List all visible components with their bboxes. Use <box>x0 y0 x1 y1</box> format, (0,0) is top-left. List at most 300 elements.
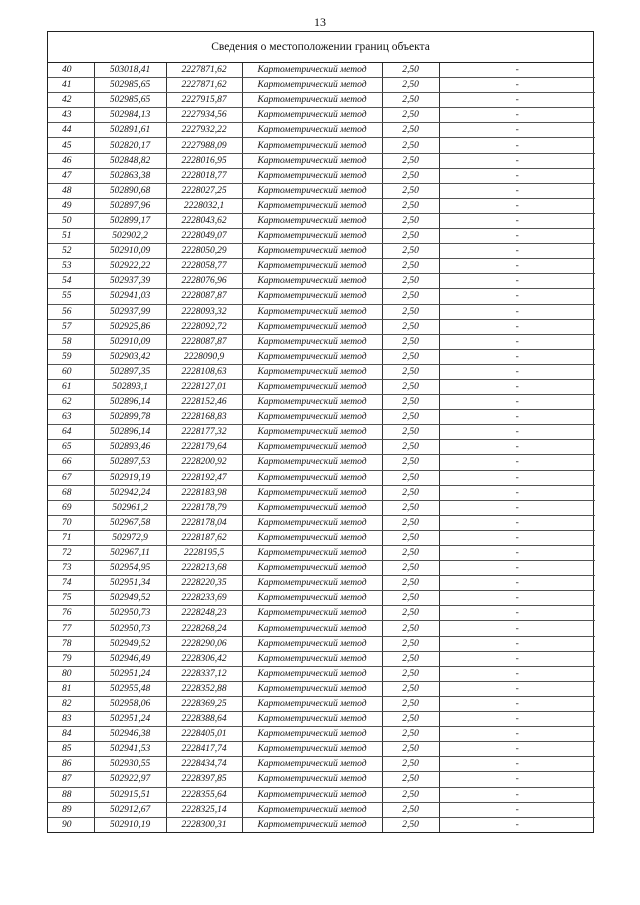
x-coordinate-cell: 502951,24 <box>94 666 166 681</box>
x-coordinate-cell: 502891,61 <box>94 123 166 138</box>
point-number-cell: 46 <box>48 153 94 168</box>
method-cell: Картометрический метод <box>242 651 382 666</box>
y-coordinate-cell: 2228127,01 <box>166 379 242 394</box>
x-coordinate-cell: 502967,11 <box>94 546 166 561</box>
table-row <box>48 500 595 515</box>
table-row <box>48 817 595 832</box>
x-coordinate-cell: 502902,2 <box>94 229 166 244</box>
table-row <box>48 168 595 183</box>
x-coordinate-cell: 502910,09 <box>94 334 166 349</box>
accuracy-cell: 2,50 <box>382 772 439 787</box>
accuracy-cell: 2,50 <box>382 274 439 289</box>
table-row <box>48 289 595 304</box>
x-coordinate-cell: 502919,19 <box>94 470 166 485</box>
method-cell: Картометрический метод <box>242 742 382 757</box>
method-cell: Картометрический метод <box>242 63 382 78</box>
x-coordinate-cell: 502937,39 <box>94 274 166 289</box>
y-coordinate-cell: 2227871,62 <box>166 78 242 93</box>
method-cell: Картометрический метод <box>242 440 382 455</box>
y-coordinate-cell: 2227934,56 <box>166 108 242 123</box>
table-row <box>48 681 595 696</box>
y-coordinate-cell: 2228027,25 <box>166 183 242 198</box>
table-row <box>48 591 595 606</box>
accuracy-cell: 2,50 <box>382 515 439 530</box>
method-cell: Картометрический метод <box>242 817 382 832</box>
description-cell: - <box>439 379 595 394</box>
method-cell: Картометрический метод <box>242 681 382 696</box>
y-coordinate-cell: 2228397,85 <box>166 772 242 787</box>
point-number-cell: 82 <box>48 696 94 711</box>
description-cell: - <box>439 485 595 500</box>
accuracy-cell: 2,50 <box>382 244 439 259</box>
method-cell: Картометрический метод <box>242 591 382 606</box>
x-coordinate-cell: 502972,9 <box>94 530 166 545</box>
method-cell: Картометрический метод <box>242 666 382 681</box>
x-coordinate-cell: 502910,19 <box>94 817 166 832</box>
x-coordinate-cell: 502985,65 <box>94 78 166 93</box>
description-cell: - <box>439 696 595 711</box>
description-cell: - <box>439 274 595 289</box>
description-cell: - <box>439 591 595 606</box>
y-coordinate-cell: 2228177,32 <box>166 425 242 440</box>
point-number-cell: 83 <box>48 712 94 727</box>
method-cell: Картометрический метод <box>242 787 382 802</box>
accuracy-cell: 2,50 <box>382 198 439 213</box>
point-number-cell: 42 <box>48 93 94 108</box>
x-coordinate-cell: 502922,97 <box>94 772 166 787</box>
accuracy-cell: 2,50 <box>382 425 439 440</box>
y-coordinate-cell: 2228187,62 <box>166 530 242 545</box>
x-coordinate-cell: 502893,1 <box>94 379 166 394</box>
y-coordinate-cell: 2227932,22 <box>166 123 242 138</box>
point-number-cell: 50 <box>48 213 94 228</box>
accuracy-cell: 2,50 <box>382 395 439 410</box>
table-row <box>48 244 595 259</box>
description-cell: - <box>439 183 595 198</box>
x-coordinate-cell: 502941,53 <box>94 742 166 757</box>
point-number-cell: 64 <box>48 425 94 440</box>
description-cell: - <box>439 636 595 651</box>
point-number-cell: 55 <box>48 289 94 304</box>
accuracy-cell: 2,50 <box>382 93 439 108</box>
accuracy-cell: 2,50 <box>382 364 439 379</box>
x-coordinate-cell: 502937,99 <box>94 304 166 319</box>
y-coordinate-cell: 2228248,23 <box>166 606 242 621</box>
x-coordinate-cell: 502950,73 <box>94 621 166 636</box>
method-cell: Картометрический метод <box>242 364 382 379</box>
y-coordinate-cell: 2228355,64 <box>166 787 242 802</box>
accuracy-cell: 2,50 <box>382 168 439 183</box>
table-row <box>48 198 595 213</box>
x-coordinate-cell: 502896,14 <box>94 425 166 440</box>
method-cell: Картометрический метод <box>242 712 382 727</box>
description-cell: - <box>439 349 595 364</box>
point-number-cell: 70 <box>48 515 94 530</box>
method-cell: Картометрический метод <box>242 349 382 364</box>
method-cell: Картометрический метод <box>242 289 382 304</box>
x-coordinate-cell: 502925,86 <box>94 319 166 334</box>
accuracy-cell: 2,50 <box>382 666 439 681</box>
accuracy-cell: 2,50 <box>382 289 439 304</box>
x-coordinate-cell: 502941,03 <box>94 289 166 304</box>
x-coordinate-cell: 502958,06 <box>94 696 166 711</box>
accuracy-cell: 2,50 <box>382 681 439 696</box>
point-number-cell: 58 <box>48 334 94 349</box>
accuracy-cell: 2,50 <box>382 63 439 78</box>
method-cell: Картометрический метод <box>242 153 382 168</box>
accuracy-cell: 2,50 <box>382 379 439 394</box>
description-cell: - <box>439 425 595 440</box>
description-cell: - <box>439 787 595 802</box>
point-number-cell: 90 <box>48 817 94 832</box>
table-row <box>48 425 595 440</box>
accuracy-cell: 2,50 <box>382 500 439 515</box>
point-number-cell: 74 <box>48 576 94 591</box>
description-cell: - <box>439 666 595 681</box>
y-coordinate-cell: 2228405,01 <box>166 727 242 742</box>
description-cell: - <box>439 63 595 78</box>
point-number-cell: 66 <box>48 455 94 470</box>
table-row <box>48 757 595 772</box>
table-row <box>48 727 595 742</box>
description-cell: - <box>439 546 595 561</box>
table-row <box>48 606 595 621</box>
x-coordinate-cell: 502961,2 <box>94 500 166 515</box>
point-number-cell: 52 <box>48 244 94 259</box>
description-cell: - <box>439 364 595 379</box>
table-row <box>48 636 595 651</box>
point-number-cell: 56 <box>48 304 94 319</box>
description-cell: - <box>439 440 595 455</box>
accuracy-cell: 2,50 <box>382 78 439 93</box>
accuracy-cell: 2,50 <box>382 696 439 711</box>
point-number-cell: 76 <box>48 606 94 621</box>
y-coordinate-cell: 2228337,12 <box>166 666 242 681</box>
y-coordinate-cell: 2228233,69 <box>166 591 242 606</box>
method-cell: Картометрический метод <box>242 78 382 93</box>
x-coordinate-cell: 502930,55 <box>94 757 166 772</box>
y-coordinate-cell: 2227871,62 <box>166 63 242 78</box>
table-row <box>48 334 595 349</box>
description-cell: - <box>439 123 595 138</box>
y-coordinate-cell: 2228213,68 <box>166 561 242 576</box>
accuracy-cell: 2,50 <box>382 229 439 244</box>
method-cell: Картометрический метод <box>242 455 382 470</box>
table-row <box>48 651 595 666</box>
y-coordinate-cell: 2228417,74 <box>166 742 242 757</box>
accuracy-cell: 2,50 <box>382 712 439 727</box>
table-row <box>48 455 595 470</box>
description-cell: - <box>439 470 595 485</box>
table-row <box>48 515 595 530</box>
description-cell: - <box>439 168 595 183</box>
x-coordinate-cell: 502897,35 <box>94 364 166 379</box>
accuracy-cell: 2,50 <box>382 802 439 817</box>
table-row <box>48 530 595 545</box>
table-row <box>48 78 595 93</box>
accuracy-cell: 2,50 <box>382 470 439 485</box>
accuracy-cell: 2,50 <box>382 757 439 772</box>
x-coordinate-cell: 502897,53 <box>94 455 166 470</box>
point-number-cell: 73 <box>48 561 94 576</box>
table-row <box>48 274 595 289</box>
method-cell: Картометрический метод <box>242 213 382 228</box>
x-coordinate-cell: 502903,42 <box>94 349 166 364</box>
accuracy-cell: 2,50 <box>382 153 439 168</box>
description-cell: - <box>439 651 595 666</box>
method-cell: Картометрический метод <box>242 410 382 425</box>
method-cell: Картометрический метод <box>242 93 382 108</box>
table-row <box>48 395 595 410</box>
method-cell: Картометрический метод <box>242 727 382 742</box>
method-cell: Картометрический метод <box>242 696 382 711</box>
table-row <box>48 410 595 425</box>
point-number-cell: 88 <box>48 787 94 802</box>
method-cell: Картометрический метод <box>242 274 382 289</box>
x-coordinate-cell: 502893,46 <box>94 440 166 455</box>
description-cell: - <box>439 395 595 410</box>
table-row <box>48 787 595 802</box>
x-coordinate-cell: 502950,73 <box>94 606 166 621</box>
description-cell: - <box>439 198 595 213</box>
table-row <box>48 712 595 727</box>
point-number-cell: 89 <box>48 802 94 817</box>
y-coordinate-cell: 2228058,77 <box>166 259 242 274</box>
method-cell: Картометрический метод <box>242 621 382 636</box>
x-coordinate-cell: 502912,67 <box>94 802 166 817</box>
method-cell: Картометрический метод <box>242 606 382 621</box>
y-coordinate-cell: 2228092,72 <box>166 319 242 334</box>
x-coordinate-cell: 502863,38 <box>94 168 166 183</box>
accuracy-cell: 2,50 <box>382 530 439 545</box>
method-cell: Картометрический метод <box>242 319 382 334</box>
point-number-cell: 62 <box>48 395 94 410</box>
x-coordinate-cell: 502951,24 <box>94 712 166 727</box>
x-coordinate-cell: 502897,96 <box>94 198 166 213</box>
accuracy-cell: 2,50 <box>382 727 439 742</box>
y-coordinate-cell: 2228076,96 <box>166 274 242 289</box>
accuracy-cell: 2,50 <box>382 123 439 138</box>
point-number-cell: 61 <box>48 379 94 394</box>
method-cell: Картометрический метод <box>242 379 382 394</box>
accuracy-cell: 2,50 <box>382 591 439 606</box>
table-row <box>48 183 595 198</box>
table-row <box>48 546 595 561</box>
method-cell: Картометрический метод <box>242 757 382 772</box>
x-coordinate-cell: 502946,38 <box>94 727 166 742</box>
point-number-cell: 87 <box>48 772 94 787</box>
table-row <box>48 364 595 379</box>
description-cell: - <box>439 455 595 470</box>
description-cell: - <box>515 819 519 830</box>
method-cell: Картометрический метод <box>242 636 382 651</box>
method-cell: Картометрический метод <box>242 500 382 515</box>
description-cell: - <box>439 108 595 123</box>
table-row <box>48 304 595 319</box>
table-row <box>48 470 595 485</box>
accuracy-cell: 2,50 <box>382 546 439 561</box>
y-coordinate-cell: 2228290,06 <box>166 636 242 651</box>
y-coordinate-cell: 2228268,24 <box>166 621 242 636</box>
y-coordinate-cell: 2228325,14 <box>166 802 242 817</box>
y-coordinate-cell: 2228152,46 <box>166 395 242 410</box>
method-cell: Картометрический метод <box>242 530 382 545</box>
coordinates-table-body <box>48 63 595 832</box>
point-number-cell: 86 <box>48 757 94 772</box>
description-cell: - <box>439 757 595 772</box>
method-cell: Картометрический метод <box>242 259 382 274</box>
point-number-cell: 63 <box>48 410 94 425</box>
x-coordinate-cell: 502984,13 <box>94 108 166 123</box>
accuracy-cell: 2,50 <box>382 606 439 621</box>
table-row <box>48 259 595 274</box>
x-coordinate-cell: 502967,58 <box>94 515 166 530</box>
description-cell: - <box>439 334 595 349</box>
method-cell: Картометрический метод <box>242 576 382 591</box>
x-coordinate-cell: 502899,78 <box>94 410 166 425</box>
method-cell: Картометрический метод <box>242 244 382 259</box>
point-number-cell: 40 <box>48 63 94 78</box>
point-number-cell: 75 <box>48 591 94 606</box>
x-coordinate-cell: 502954,95 <box>94 561 166 576</box>
method-cell: Картометрический метод <box>242 802 382 817</box>
x-coordinate-cell: 503018,41 <box>94 63 166 78</box>
point-number-cell: 85 <box>48 742 94 757</box>
x-coordinate-cell: 502896,14 <box>94 395 166 410</box>
x-coordinate-cell: 502922,22 <box>94 259 166 274</box>
x-coordinate-cell: 502915,51 <box>94 787 166 802</box>
x-coordinate-cell: 502820,17 <box>94 138 166 153</box>
point-number-cell: 53 <box>48 259 94 274</box>
y-coordinate-cell: 2228049,07 <box>166 229 242 244</box>
method-cell: Картометрический метод <box>242 561 382 576</box>
point-number-cell: 45 <box>48 138 94 153</box>
x-coordinate-cell: 502949,52 <box>94 591 166 606</box>
accuracy-cell: 2,50 <box>382 651 439 666</box>
point-number-cell: 77 <box>48 621 94 636</box>
description-cell: - <box>439 304 595 319</box>
point-number-cell: 79 <box>48 651 94 666</box>
description-cell: - <box>439 727 595 742</box>
table-row <box>48 229 595 244</box>
y-coordinate-cell: 2228300,31 <box>166 817 242 832</box>
method-cell: Картометрический метод <box>242 138 382 153</box>
description-cell: - <box>439 606 595 621</box>
accuracy-cell: 2,50 <box>382 561 439 576</box>
point-number-cell: 78 <box>48 636 94 651</box>
point-number-cell: 54 <box>48 274 94 289</box>
method-cell: Картометрический метод <box>242 485 382 500</box>
accuracy-cell: 2,50 <box>382 440 439 455</box>
method-cell: Картометрический метод <box>242 334 382 349</box>
description-cell: - <box>439 244 595 259</box>
description-cell: - <box>439 78 595 93</box>
point-number-cell: 60 <box>48 364 94 379</box>
accuracy-cell: 2,50 <box>382 787 439 802</box>
table-row <box>48 561 595 576</box>
x-coordinate-cell: 502985,65 <box>94 93 166 108</box>
y-coordinate-cell: 2228087,87 <box>166 334 242 349</box>
y-coordinate-cell: 2228220,35 <box>166 576 242 591</box>
x-coordinate-cell: 502955,48 <box>94 681 166 696</box>
x-coordinate-cell: 502951,34 <box>94 576 166 591</box>
accuracy-cell: 2,50 <box>382 576 439 591</box>
description-cell: - <box>439 576 595 591</box>
description-cell: - <box>439 93 595 108</box>
method-cell: Картометрический метод <box>242 168 382 183</box>
x-coordinate-cell: 502942,24 <box>94 485 166 500</box>
accuracy-cell: 2,50 <box>382 334 439 349</box>
x-coordinate-cell: 502946,49 <box>94 651 166 666</box>
accuracy-cell: 2,50 <box>382 108 439 123</box>
x-coordinate-cell: 502890,68 <box>94 183 166 198</box>
description-cell: - <box>439 289 595 304</box>
y-coordinate-cell: 2228090,9 <box>166 349 242 364</box>
method-cell: Картометрический метод <box>242 546 382 561</box>
point-number-cell: 48 <box>48 183 94 198</box>
method-cell: Картометрический метод <box>242 123 382 138</box>
x-coordinate-cell: 502910,09 <box>94 244 166 259</box>
point-number-cell: 57 <box>48 319 94 334</box>
x-coordinate-cell: 502899,17 <box>94 213 166 228</box>
y-coordinate-cell: 2228178,79 <box>166 500 242 515</box>
accuracy-cell: 2,50 <box>382 636 439 651</box>
description-cell: - <box>439 681 595 696</box>
table-row <box>48 576 595 591</box>
table-row <box>48 63 595 78</box>
point-number-cell: 41 <box>48 78 94 93</box>
description-cell: - <box>439 153 595 168</box>
table-row <box>48 349 595 364</box>
accuracy-cell: 2,50 <box>382 742 439 757</box>
method-cell: Картометрический метод <box>242 108 382 123</box>
accuracy-cell: 2,50 <box>382 817 439 832</box>
point-number-cell: 81 <box>48 681 94 696</box>
table-row <box>48 153 595 168</box>
y-coordinate-cell: 2228016,95 <box>166 153 242 168</box>
description-cell: - <box>439 802 595 817</box>
description-cell: - <box>439 621 595 636</box>
description-cell: - <box>439 500 595 515</box>
table-row <box>48 742 595 757</box>
table-row <box>48 93 595 108</box>
x-coordinate-cell: 502949,52 <box>94 636 166 651</box>
y-coordinate-cell: 2227915,87 <box>166 93 242 108</box>
accuracy-cell: 2,50 <box>382 183 439 198</box>
y-coordinate-cell: 2228200,92 <box>166 455 242 470</box>
description-cell: - <box>439 515 595 530</box>
y-coordinate-cell: 2228352,88 <box>166 681 242 696</box>
table-row <box>48 772 595 787</box>
y-coordinate-cell: 2228032,1 <box>166 198 242 213</box>
y-coordinate-cell: 2228388,64 <box>166 712 242 727</box>
accuracy-cell: 2,50 <box>382 138 439 153</box>
description-cell: - <box>439 561 595 576</box>
coordinates-table <box>48 63 595 832</box>
point-number-cell: 67 <box>48 470 94 485</box>
y-coordinate-cell: 2228179,64 <box>166 440 242 455</box>
method-cell: Картометрический метод <box>242 772 382 787</box>
accuracy-cell: 2,50 <box>382 319 439 334</box>
page-number: 13 <box>314 15 326 29</box>
x-coordinate-cell: 502848,82 <box>94 153 166 168</box>
y-coordinate-cell: 2228192,47 <box>166 470 242 485</box>
point-number-cell: 47 <box>48 168 94 183</box>
description-cell: - <box>439 229 595 244</box>
accuracy-cell: 2,50 <box>382 455 439 470</box>
table-row <box>48 123 595 138</box>
y-coordinate-cell: 2228093,32 <box>166 304 242 319</box>
